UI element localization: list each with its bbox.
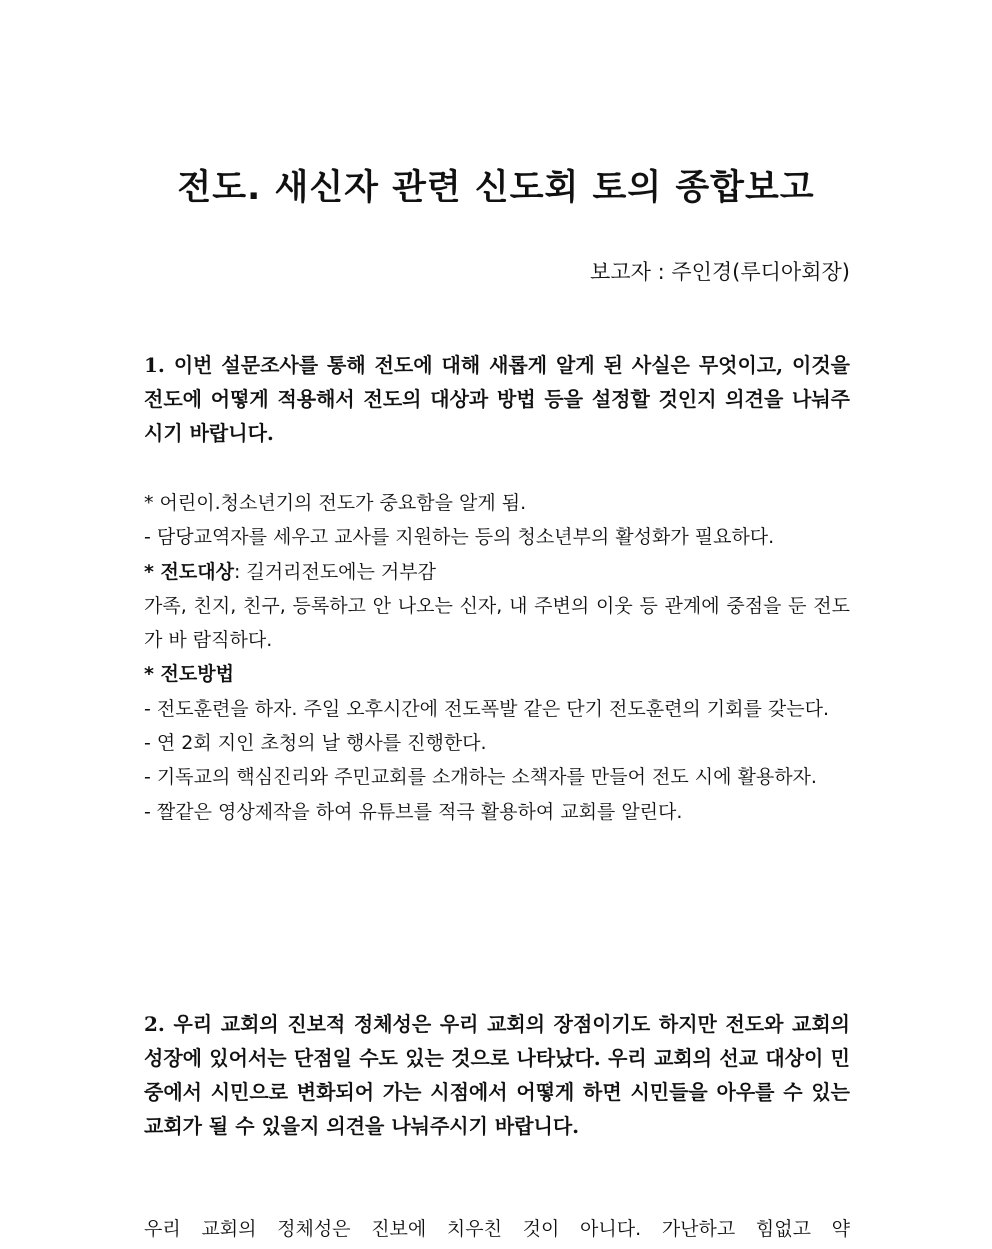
section2-answer	[144, 1212, 850, 1246]
target-text: : 길거리전도에는 거부감	[233, 560, 436, 583]
question-1-text: 1. 이번 설문조사를 통해 전도에 대해 새롭게 알게 된 사실은 무엇이고, 이것을 전도에 어떻게 적용해서 전도의 대상과 방법 등을 설정할 것인지 의견을 나눠주시기 바랍니다.	[144, 353, 850, 445]
answer-line: - 짤같은 영상제작을 하여 유튜브를 적극 활용하여 교회를 알린다.	[144, 800, 683, 823]
target-label: * 전도대상	[144, 560, 234, 583]
answer-line-method	[144, 657, 850, 691]
answer-line-target	[144, 555, 850, 589]
answer-line: - 연 2회 지인 초청의 날 행사를 진행한다.	[144, 732, 487, 755]
section1-answer	[144, 486, 850, 829]
section2-question	[144, 1007, 850, 1143]
document-title: 전도. 새신자 관련 신도회 토의 종합보고	[177, 168, 815, 208]
section1-question	[144, 348, 850, 450]
answer-line: 가족, 친지, 친구, 등록하고 안 나오는 신자, 내 주변의 이웃 등 관계에 중점을 둔 전도가 바 람직하다.	[144, 594, 850, 652]
answer-line: - 담당교역자를 세우고 교사를 지원하는 등의 청소년부의 활성화가 필요하다.	[144, 526, 775, 549]
answer-line: - 전도훈련을 하자. 주일 오후시간에 전도폭발 같은 단기 전도훈련의 기회를 갖는다.	[144, 697, 830, 720]
answer-line: * 어린이.청소년기의 전도가 중요함을 알게 됨.	[144, 492, 527, 514]
question-2-text: 2. 우리 교회의 진보적 정체성은 우리 교회의 장점이기도 하지만 전도와 교회의 성장에 있어서는 단점일 수도 있는 것으로 나타났다. 우리 교회의 선교 대상이 민중에서 시민으로 변화되어 가는 시점에서 어떻게 하면 시민들을 아우를 수 있는 교회가 될 수 있을지 의견을 나눠주시기 바랍니다.	[144, 1012, 850, 1138]
method-label: * 전도방법	[144, 663, 234, 686]
answer-line: 우리 교회의 정체성은 진보에 치우친 것이 아니다. 가난하고 힘없고 약	[144, 1218, 850, 1240]
reporter-line: 보고자 : 주인경(루디아회장)	[590, 260, 850, 284]
answer-line: - 기독교의 핵심진리와 주민교회를 소개하는 소책자를 만들어 전도 시에 활용하자.	[144, 766, 817, 789]
